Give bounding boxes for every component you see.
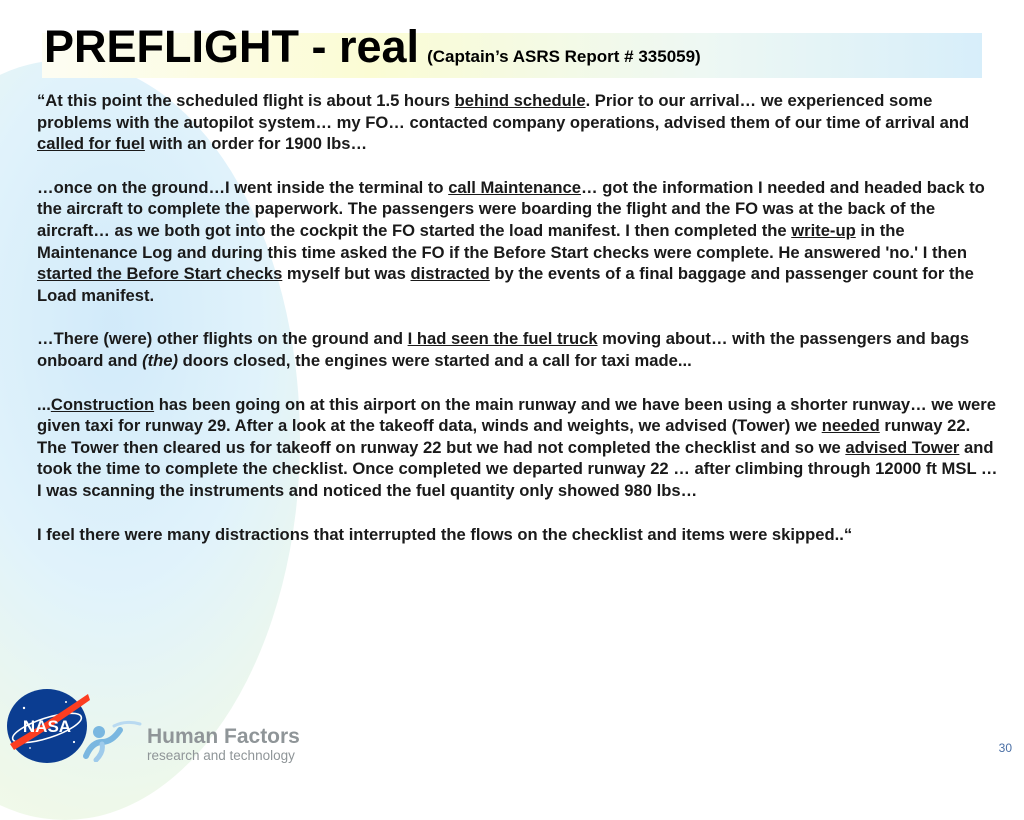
text-run: …There (were) other flights on the ground and [37,329,408,349]
underlined-phrase: Construction [50,394,155,414]
text-run: … got the information I needed and headed back to the aircraft to complete the paperwork. The passengers were boarding the flight and the FO was at the back of the aircraft… as we both got into the cockpit the FO started the load manifest. I then completed the [37,177,985,240]
italic-phrase: (the) [142,350,179,370]
human-figure-icon [82,718,142,762]
underlined-phrase: distracted [410,264,490,284]
report-paragraph [37,328,1002,371]
text-run: runway 22. The Tower then cleared us for takeoff on runway 22 but we had not completed the checklist and so we [37,416,971,457]
brand-subtitle: research and technology [147,748,295,763]
text-run: ... [37,394,51,414]
report-paragraph [37,524,1002,546]
text-run: moving about… with the passengers and bags onboard and [37,329,970,370]
text-run: with an order for 1900 lbs… [144,134,368,154]
text-run: and took the time to complete the checklist. Once completed we departed runway 22 … after climbing through 12000 ft MSL … I was scanning the instruments and noticed the fuel quantity only showed 980 lbs… [37,437,998,500]
underlined-phrase: advised Tower [845,437,960,457]
report-body [37,90,1002,567]
human-factors-brand [147,726,300,763]
report-paragraph [37,90,1002,155]
text-run: doors closed, the engines were started and a call for taxi made... [178,350,692,370]
report-paragraph [37,394,1002,502]
slide-subtitle: (Captain’s ASRS Report # 335059) [427,47,701,66]
text-run: “At this point the scheduled flight is about 1.5 hours [37,91,455,110]
nasa-logo-text: NASA [22,717,72,736]
underlined-phrase: I had seen the fuel truck [407,329,598,349]
underlined-phrase: called for fuel [37,134,145,154]
underlined-phrase: call Maintenance [448,177,581,197]
nasa-logo-icon [4,684,90,764]
text-run: by the events of a final baggage and passenger count for the Load manifest. [37,264,974,305]
underlined-phrase: needed [821,416,880,436]
text-run: I feel there were many distractions that interrupted the flows on the checklist and items were skipped..“ [37,524,853,544]
text-run: in the Maintenance Log and during this time asked the FO if the Before Start checks were complete. He answered 'no.' I then [37,220,967,262]
text-run: …once on the ground…I went inside the terminal to [37,177,449,197]
report-paragraph [37,177,1002,307]
text-run: myself but was [282,264,411,284]
slide-title [44,20,701,84]
underlined-phrase: write-up [791,220,856,240]
underlined-phrase: started the Before Start checks [37,264,283,284]
text-run: . Prior to our arrival… we experienced some problems with the autopilot system… my FO… contacted company operations, advised them of our time of arrival and [37,91,970,132]
text-run: has been going on at this airport on the main runway and we have been using a shorter runway… we were given taxi for runway 29. After a look at the takeoff data, winds and weights, we advised (Tower) we [37,394,996,436]
underlined-phrase: behind schedule [454,91,586,110]
page-number: 30 [998,741,1012,755]
slide-title-text: PREFLIGHT - real [44,21,420,72]
brand-title: Human Factors [147,725,300,748]
